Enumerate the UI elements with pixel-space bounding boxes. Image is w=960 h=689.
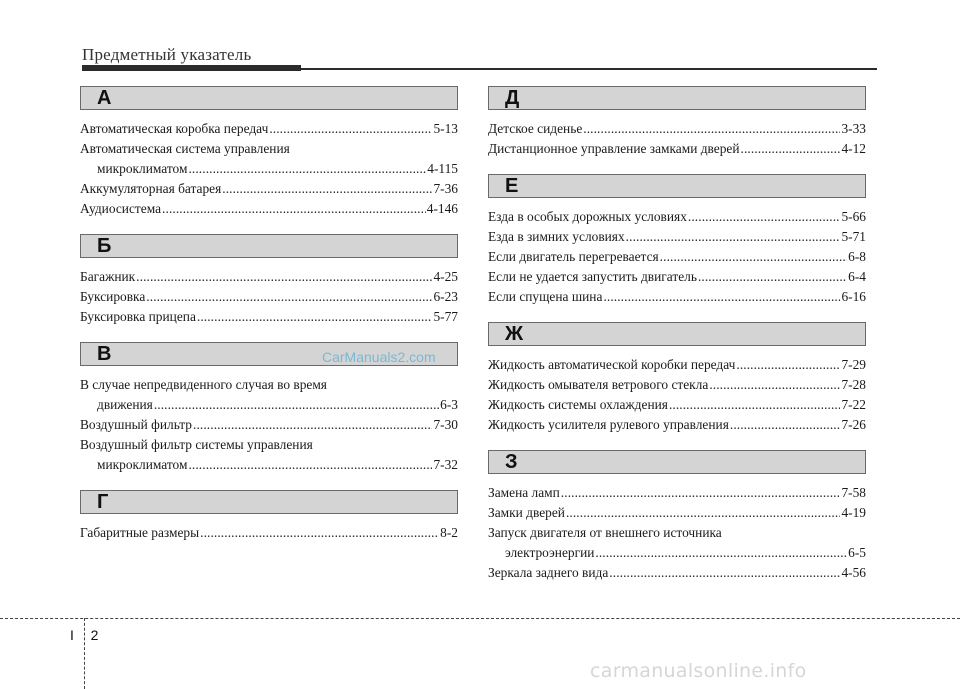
index-term: Дистанционное управление замками дверей xyxy=(488,141,740,156)
index-page-ref: 6-16 xyxy=(841,289,866,304)
dot-leader xyxy=(269,119,432,139)
index-term: Жидкость омывателя ветрового стекла xyxy=(488,377,709,392)
index-term: микроклиматом xyxy=(97,161,188,176)
index-entry xyxy=(80,199,458,219)
dot-leader xyxy=(709,375,840,395)
section-header-letter: Ж xyxy=(488,322,866,346)
index-term: Если двигатель перегревается xyxy=(488,249,659,264)
index-entry xyxy=(488,563,866,583)
index-term: Детское сиденье xyxy=(488,121,583,136)
index-page-ref: 4-56 xyxy=(841,565,866,580)
index-page-ref: 6-8 xyxy=(848,249,866,264)
index-page-ref: 7-29 xyxy=(841,357,866,372)
index-term: В случае непредвиденного случая во время xyxy=(80,377,327,392)
index-term: Запуск двигателя от внешнего источника xyxy=(488,525,722,540)
index-entry xyxy=(80,267,458,287)
index-term: Аудиосистема xyxy=(80,201,162,216)
dot-leader xyxy=(583,119,840,139)
index-entry-list xyxy=(80,523,458,543)
section-header-letter: А xyxy=(80,86,458,110)
index-entry-list xyxy=(80,267,458,327)
index-term: Езда в зимних условиях xyxy=(488,229,625,244)
index-entry xyxy=(488,375,866,395)
section-header-letter: Д xyxy=(488,86,866,110)
index-entry xyxy=(488,503,866,523)
index-term: Езда в особых дорожных условиях xyxy=(488,209,687,224)
dot-leader xyxy=(193,415,432,435)
index-entry xyxy=(80,139,458,159)
index-term: Зеркала заднего вида xyxy=(488,565,609,580)
site-watermark: carmanualsonline.info xyxy=(590,660,807,682)
index-page-ref: 7-30 xyxy=(433,417,458,432)
index-entry xyxy=(80,395,458,415)
page-number-value: 2 xyxy=(90,627,99,643)
index-page-ref: 7-26 xyxy=(841,417,866,432)
index-entry xyxy=(488,543,866,563)
index-page-ref: 6-5 xyxy=(848,545,866,560)
index-page-ref: 7-32 xyxy=(433,457,458,472)
index-term: Жидкость системы охлаждения xyxy=(488,397,668,412)
index-column-left xyxy=(80,86,458,558)
index-entry-list xyxy=(488,355,866,435)
section-header-letter: В xyxy=(80,342,458,366)
dot-leader xyxy=(200,523,439,543)
index-entry xyxy=(488,267,866,287)
index-page-ref: 3-33 xyxy=(841,121,866,136)
index-page-ref: 5-13 xyxy=(433,121,458,136)
index-page-ref: 7-28 xyxy=(841,377,866,392)
dot-leader xyxy=(188,455,432,475)
index-entry-list xyxy=(488,483,866,583)
page-number xyxy=(70,627,98,643)
footer-dashed-rule xyxy=(0,618,960,619)
dot-leader xyxy=(669,395,841,415)
index-term: Если спущена шина xyxy=(488,289,603,304)
dot-leader xyxy=(197,307,433,327)
index-term: Воздушный фильтр системы управления xyxy=(80,437,313,452)
index-term: микроклиматом xyxy=(97,457,188,472)
index-entry xyxy=(488,415,866,435)
section-header-letter: Г xyxy=(80,490,458,514)
index-term: Буксировка прицепа xyxy=(80,309,196,324)
dot-leader xyxy=(136,267,432,287)
index-term: Буксировка xyxy=(80,289,146,304)
index-entry xyxy=(488,119,866,139)
dot-leader xyxy=(561,483,841,503)
index-page-ref: 6-23 xyxy=(433,289,458,304)
index-page-ref: 5-71 xyxy=(841,229,866,244)
section-mark: I xyxy=(70,627,74,643)
index-term: Замена ламп xyxy=(488,485,560,500)
index-term: электроэнергии xyxy=(505,545,595,560)
index-term: Автоматическая коробка передач xyxy=(80,121,269,136)
index-page-ref: 7-58 xyxy=(841,485,866,500)
index-entry xyxy=(80,375,458,395)
index-entry xyxy=(488,287,866,307)
dot-leader xyxy=(609,563,840,583)
index-entry-list xyxy=(488,119,866,159)
index-page-ref: 7-36 xyxy=(433,181,458,196)
dot-leader xyxy=(146,287,432,307)
section-header-letter: З xyxy=(488,450,866,474)
index-term: Если не удается запустить двигатель xyxy=(488,269,697,284)
dot-leader xyxy=(595,543,847,563)
index-term: Габаритные размеры xyxy=(80,525,200,540)
section-header-letter: Б xyxy=(80,234,458,258)
index-entry xyxy=(80,179,458,199)
dot-leader xyxy=(222,179,432,199)
index-page-ref: 4-146 xyxy=(426,201,458,216)
index-entry xyxy=(80,415,458,435)
index-term: Жидкость автоматической коробки передач xyxy=(488,357,736,372)
dot-leader xyxy=(736,355,840,375)
index-entry xyxy=(80,455,458,475)
index-entry xyxy=(80,287,458,307)
dot-leader xyxy=(698,267,847,287)
index-entry xyxy=(80,435,458,455)
index-term: Жидкость усилителя рулевого управления xyxy=(488,417,729,432)
index-entry xyxy=(488,395,866,415)
index-entry-list xyxy=(488,207,866,307)
index-page-ref: 7-22 xyxy=(841,397,866,412)
header-rule-thick xyxy=(82,65,301,71)
index-entry xyxy=(488,207,866,227)
dot-leader xyxy=(566,503,841,523)
index-entry xyxy=(488,355,866,375)
index-entry xyxy=(488,247,866,267)
dot-leader xyxy=(626,227,841,247)
index-term: Воздушный фильтр xyxy=(80,417,193,432)
index-column-right xyxy=(488,86,866,598)
index-term: Аккумуляторная батарея xyxy=(80,181,222,196)
index-page-ref: 5-66 xyxy=(841,209,866,224)
index-term: Замки дверей xyxy=(488,505,565,520)
index-entry xyxy=(488,483,866,503)
index-page-ref: 5-77 xyxy=(433,309,458,324)
index-entry xyxy=(80,159,458,179)
index-entry xyxy=(488,227,866,247)
dot-leader xyxy=(730,415,841,435)
dot-leader xyxy=(660,247,847,267)
dot-leader xyxy=(162,199,426,219)
index-term: Автоматическая система управления xyxy=(80,141,290,156)
section-header-letter: Е xyxy=(488,174,866,198)
dot-leader xyxy=(603,287,840,307)
index-entry xyxy=(80,523,458,543)
index-term: Багажник xyxy=(80,269,136,284)
index-page-ref: 4-115 xyxy=(427,161,458,176)
index-page-ref: 6-4 xyxy=(848,269,866,284)
index-entry xyxy=(80,119,458,139)
index-entry-list xyxy=(80,375,458,475)
header-rule-thin xyxy=(301,68,877,70)
watermark-carmanuals2: CarManuals2.com xyxy=(322,349,436,365)
index-page-ref: 4-19 xyxy=(841,505,866,520)
index-page-ref: 6-3 xyxy=(440,397,458,412)
index-entry-list xyxy=(80,119,458,219)
index-page-ref: 4-12 xyxy=(841,141,866,156)
index-entry xyxy=(488,139,866,159)
dot-leader xyxy=(688,207,841,227)
dot-leader xyxy=(188,159,426,179)
dot-leader xyxy=(154,395,439,415)
page-title: Предметный указатель xyxy=(82,45,252,64)
dot-leader xyxy=(741,139,841,159)
index-entry xyxy=(80,307,458,327)
index-term: движения xyxy=(97,397,153,412)
index-page-ref: 8-2 xyxy=(440,525,458,540)
index-entry xyxy=(488,523,866,543)
index-page-ref: 4-25 xyxy=(433,269,458,284)
